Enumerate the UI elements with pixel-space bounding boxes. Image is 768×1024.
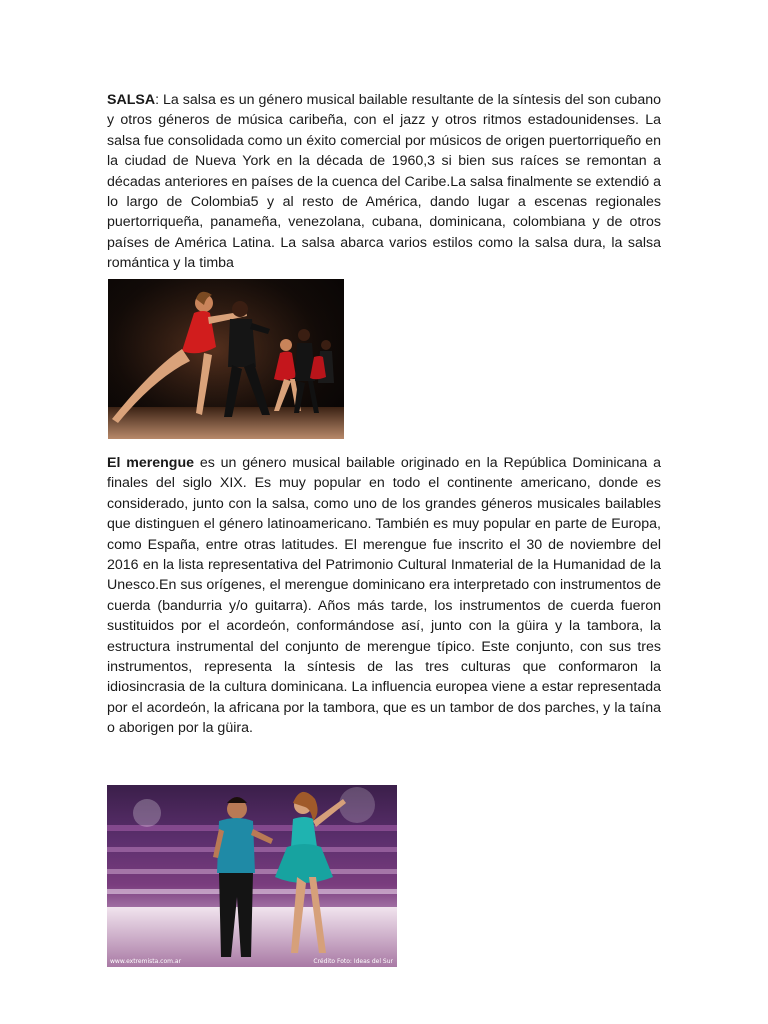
salsa-text: : La salsa es un género musical bailable resultante de la síntesis del son cubano y otros géneros de música caribeña, con el jazz y otros ritmos estadounidenses. La salsa fue consolidada como un éxito comercial por músicos de origen puertorriqueño en la ciudad de Nueva York en la década de 1960,3 si bien sus raíces se remontan a décadas anteriores en países de la cuenca del Caribe.La salsa finalmente se extendió a lo largo de Colombia5 y al resto de América, dando lugar a escenas regionales puertorriqueña, panameña, venezolana, cubana, dominicana, colombiana y de otros países de América Latina. La salsa abarca varios estilos como la salsa dura, la salsa romántica y la timba bbox=[107, 92, 661, 272]
photo-credit-website: www.extremista.com.ar bbox=[110, 958, 182, 965]
merengue-dancers-photo bbox=[107, 785, 397, 967]
salsa-dancers-photo bbox=[108, 279, 344, 439]
merengue-heading: El merengue bbox=[107, 455, 195, 471]
salsa-dancers-illustration bbox=[108, 279, 344, 439]
salsa-heading: SALSA bbox=[107, 92, 156, 108]
photo-credit-source: Crédito Foto: Ideas del Sur bbox=[313, 958, 393, 965]
salsa-paragraph bbox=[107, 90, 661, 274]
merengue-paragraph bbox=[107, 453, 661, 739]
merengue-dancers-illustration bbox=[107, 785, 397, 967]
merengue-text: es un género musical bailable originado en la República Dominicana a finales del siglo XIX. Es muy popular en todo el continente americano, donde es considerado, junto con la salsa, como uno de los grandes géneros musicales bailables que distinguen el género latinoamericano. También es muy popular en parte de Europa, como España, entre otras latitudes. El merengue fue inscrito el 30 de noviembre del 2016 en la lista representativa del Patrimonio Cultural Inmaterial de la Humanidad de la Unesco.En sus orígenes, el merengue dominicano era interpretado con instrumentos de cuerda (bandurria y/o guitarra). Años más tarde, los instrumentos de cuerda fueron sustituidos por el acordeón, conformándose así, junto con la güira y la tambora, la estructura instrumental del conjunto de merengue típico. Este conjunto, con sus tres instrumentos, representa la síntesis de las tres culturas que conformaron la idiosincrasia de la cultura dominicana. La influencia europea viene a estar representada por el acordeón, la africana por la tambora, que es un tambor de dos parches, y la taína o aborigen por la güira. bbox=[107, 455, 661, 737]
